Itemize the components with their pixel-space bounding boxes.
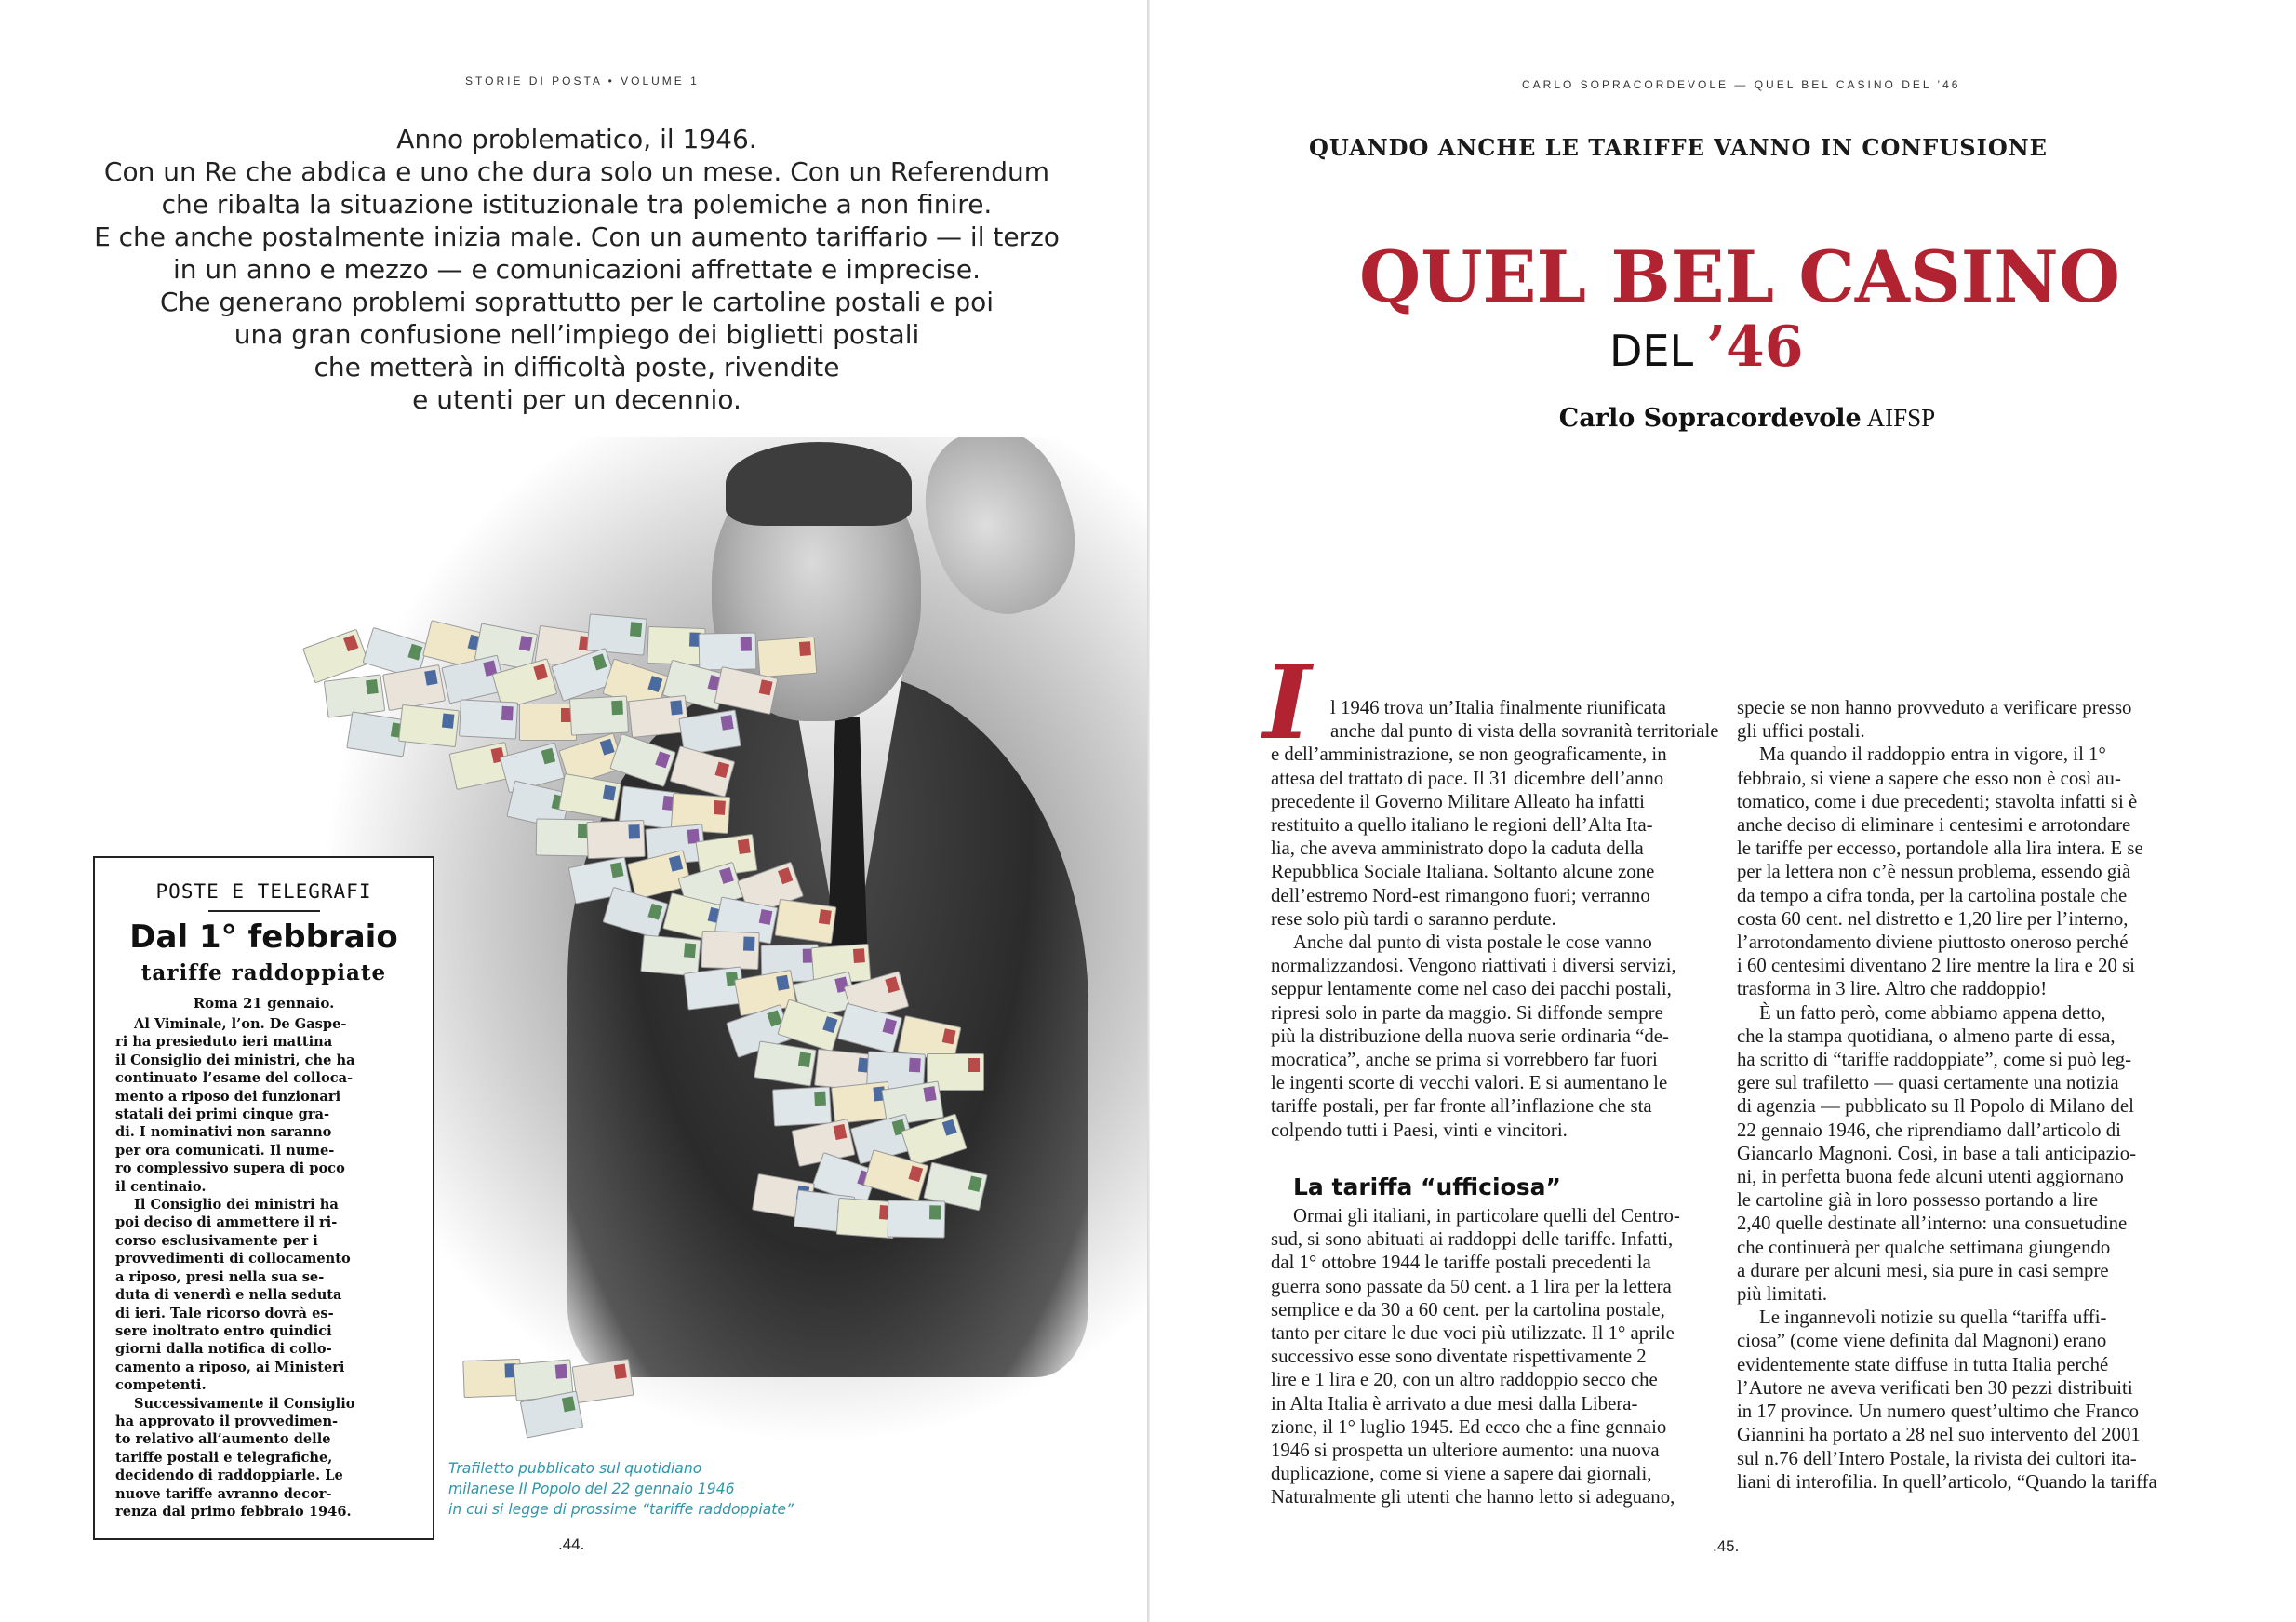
article-line: che continuerà per qualche settimana giungendo xyxy=(1737,1236,2111,1258)
stamp-mark xyxy=(647,676,662,692)
stamp-mark xyxy=(366,679,379,694)
stamp-mark xyxy=(720,715,733,731)
postcard-stamp xyxy=(888,1200,946,1238)
article-line: l’arrotondamento diviene piuttosto oneroso perché xyxy=(1737,932,2129,954)
clipping-line: giorni dalla notifica di collo- xyxy=(115,1341,332,1358)
clipping-rule xyxy=(208,910,320,912)
stamp-mark xyxy=(909,1058,921,1073)
clipping-line: poi deciso di ammettere il ri- xyxy=(115,1214,338,1231)
stamp-mark xyxy=(628,824,640,838)
article-kicker: QUANDO ANCHE LE TARIFFE VANNO IN CONFUSIONE xyxy=(1309,134,2048,161)
stamp-mark xyxy=(741,637,752,651)
stamp-mark xyxy=(799,641,811,656)
article-line: restituito a quello italiano le regioni dell’Alta Ita- xyxy=(1271,814,1653,837)
article-line: i 60 centesimi diventano 2 lire mentre la lira e 20 si xyxy=(1737,955,2135,977)
article-line: ripresi solo in parte da maggio. Si diffonde sempre xyxy=(1271,1001,1663,1024)
article-line: le cartoline già in loro possesso portando a lire xyxy=(1737,1189,2099,1212)
stamp-mark xyxy=(442,714,455,729)
postcard-stamp xyxy=(775,899,837,944)
stamp-mark xyxy=(738,839,751,855)
clipping-line: per ora comunicati. Il nume- xyxy=(115,1142,335,1159)
stamp-mark xyxy=(923,1086,936,1102)
clipping-line: continuato l’esame del colloca- xyxy=(115,1070,354,1087)
postcard-stamp xyxy=(558,773,621,820)
article-line: costa 60 cent. nel distretto e 1,20 lire per l’interno, xyxy=(1737,907,2129,930)
article-line: per la lettera non c’è nessun problema, essendo già xyxy=(1737,861,2131,883)
article-line: dell’estremo Nord-est rimangono fuori; verranno xyxy=(1271,884,1650,906)
article-line: Giancarlo Magnoni. Così, in base a tali anticipazio- xyxy=(1737,1142,2137,1164)
stamp-mark xyxy=(592,653,607,670)
clipping-line: di. I nominativi non saranno xyxy=(115,1124,332,1141)
clipping-line: tariffe postali e telegrafiche, xyxy=(115,1449,333,1466)
page-number-left: .44. xyxy=(558,1535,585,1553)
stamp-mark xyxy=(942,1028,956,1044)
clipping-line: competenti. xyxy=(115,1377,207,1394)
article-title: QUEL BEL CASINO xyxy=(1359,235,2120,318)
stamp-mark xyxy=(929,1205,941,1219)
article-line: colpendo tutti i Paesi, vinti e vincitori. xyxy=(1271,1119,1568,1141)
article-line: tariffe postali, per far fronte all’inflazione che sta xyxy=(1271,1095,1652,1118)
stamp-mark xyxy=(942,1119,957,1136)
stamp-mark xyxy=(600,739,615,756)
article-line: sud, si sono abituati ai raddoppi delle tariffe. Infatti, xyxy=(1271,1228,1674,1251)
caption-line: in cui si legge di prossime “tariffe raddoppiate” xyxy=(448,1501,794,1518)
article-line: evidentemente state diffuse in tutta Italia perché xyxy=(1737,1353,2109,1375)
intro-line: Con un Re che abdica e uno che dura solo un mese. Con un Referendum xyxy=(103,156,1050,187)
article-line: e dell’amministrazione, se non geograficamente, in xyxy=(1271,744,1667,766)
clipping-line: duta di venerdì e nella seduta xyxy=(115,1287,342,1304)
intro-paragraph xyxy=(74,123,1079,416)
stamp-mark xyxy=(819,909,832,925)
article-line: gli uffici postali. xyxy=(1737,720,1865,743)
clipping-line: il Consiglio dei ministri, che ha xyxy=(115,1052,355,1068)
article-line: precedente il Governo Militare Alleato ha infatti xyxy=(1271,790,1645,812)
article-line: anche deciso di eliminare i centesimi e arrotondare xyxy=(1737,814,2131,837)
stamp-mark xyxy=(614,1364,627,1380)
article-line: duplicazione, come si viene a sapere dai giornali, xyxy=(1271,1463,1652,1485)
stamp-mark xyxy=(655,751,670,768)
article-line: ciosa” (come viene definita dal Magnoni) erano xyxy=(1737,1330,2107,1352)
stamp-mark xyxy=(883,1018,897,1035)
article-line: l’Autore ne aveva verificati ben 30 pezzi distribuiti xyxy=(1737,1376,2133,1399)
article-line: specie se non hanno provveduto a verificare presso xyxy=(1737,697,2132,718)
stamp-mark xyxy=(424,670,437,686)
postcard-stamp xyxy=(398,704,460,747)
article-line: che la stampa quotidiana, o almeno parte di essa, xyxy=(1737,1025,2116,1047)
stamp-mark xyxy=(684,943,696,958)
postcard-stamp xyxy=(536,818,594,856)
stamp-mark xyxy=(759,909,773,925)
clipping-section-label: POSTE E TELEGRAFI xyxy=(155,880,372,903)
clipping-line: Al Viminale, l’on. De Gaspe- xyxy=(134,1016,347,1032)
stamp-mark xyxy=(968,1058,980,1072)
article-line: attesa del trattato di pace. Il 31 dicembre dell’anno xyxy=(1271,767,1664,789)
article-line: Ma quando il raddoppio entra in vigore, il 1° xyxy=(1759,744,2106,766)
stamp-mark xyxy=(834,1124,848,1140)
article-line: più la distribuzione della nuova serie ordinaria “de- xyxy=(1271,1025,1669,1047)
postcard-stamp xyxy=(519,704,577,741)
article-line: 22 gennaio 1946, che riprendiamo dall’articolo di xyxy=(1737,1119,2121,1141)
stamp-mark xyxy=(541,748,555,765)
article-column-left xyxy=(1271,696,1719,1142)
article-line: 2,40 quelle destinate all’interno: una consuetudine xyxy=(1737,1213,2128,1235)
article-line: tanto per citare le due voci più utilizzate. Il 1° aprile xyxy=(1271,1322,1675,1345)
stamp-mark xyxy=(501,706,514,721)
clipping-subheadline: tariffe raddoppiate xyxy=(140,960,387,985)
article-line: dal 1° ottobre 1944 le tariffe postali precedenti la xyxy=(1271,1252,1651,1274)
stamp-mark xyxy=(611,701,623,716)
stamp-mark xyxy=(759,679,773,695)
postcard-stamp xyxy=(586,820,645,859)
stamp-mark xyxy=(630,622,642,637)
article-line: gere sul trafiletto — quasi certamente una notizia xyxy=(1737,1072,2119,1094)
page-number-right: .45. xyxy=(1713,1537,1740,1555)
clipping-line: corso esclusivamente per i xyxy=(115,1232,318,1249)
stamp-mark xyxy=(714,800,726,815)
article-column-right xyxy=(1737,696,2182,1494)
clipping-line: to relativo all’aumento delle xyxy=(115,1431,331,1448)
stamp-mark xyxy=(719,867,734,884)
stamp-mark xyxy=(885,976,900,993)
clipping-line: camento a riposo, ai Ministeri xyxy=(115,1359,345,1375)
left-page xyxy=(0,0,1147,1622)
postcard-stamp xyxy=(772,1086,832,1126)
stamp-mark xyxy=(610,862,624,878)
author-affiliation: AIFSP xyxy=(1866,404,1936,432)
article-line: guerra sono passate da 50 cent. a 1 lira per la lettera xyxy=(1271,1275,1672,1297)
clipping-line: Successivamente il Consiglio xyxy=(134,1395,355,1412)
article-line: a durare per alcuni mesi, sia pure in casi sempre xyxy=(1737,1259,2109,1281)
clipping-line: provvedimenti di collocamento xyxy=(115,1251,351,1267)
intro-line: Anno problematico, il 1946. xyxy=(396,124,757,154)
intro-line: che ribalta la situazione istituzionale tra polemiche a non finire. xyxy=(161,189,993,220)
clipping-line: mento a riposo dei funzionari xyxy=(115,1088,341,1105)
byline xyxy=(1515,404,1980,433)
intro-line: una gran confusione nell’impiego dei biglietti postali xyxy=(234,319,920,350)
clipping-line: decidendo di raddoppiarle. Le xyxy=(115,1468,343,1484)
article-line: ha scritto di “tariffe raddoppiate”, come si può leg- xyxy=(1737,1049,2132,1071)
postcard-stamp xyxy=(640,934,701,976)
article-line: più limitati. xyxy=(1737,1283,1828,1306)
photo-caption xyxy=(448,1458,848,1520)
article-line: È un fatto però, come abbiamo appena detto, xyxy=(1759,1001,2106,1024)
postcard-stamp xyxy=(701,931,759,970)
article-line: Repubblica Sociale Italiana. Soltanto alcune zone xyxy=(1271,861,1655,883)
postcard-stamp xyxy=(302,629,369,684)
article-line: da tempo a cifra tonda, per la cartolina postale che xyxy=(1737,884,2128,906)
stamp-mark xyxy=(714,761,729,778)
clipping-line: ri ha presieduto ieri mattina xyxy=(115,1034,333,1051)
intro-line: Che generano problemi soprattutto per le cartoline postali e poi xyxy=(159,287,994,317)
article-title-line2 xyxy=(1609,315,1804,380)
stamp-mark xyxy=(343,635,358,651)
article-line: liani di interofilia. In quell’articolo, “Quando la tariffa xyxy=(1737,1470,2157,1493)
postcard-stamp xyxy=(569,695,629,735)
clipping-line: a riposo, presi nella sua se- xyxy=(115,1268,325,1285)
article-line: 1946 si prospetta un ulteriore aumento: una nuova xyxy=(1271,1440,1660,1462)
article-line: in 17 province. Un numero quest’ultimo che Franco xyxy=(1737,1401,2140,1423)
intro-line: e utenti per un decennio. xyxy=(412,384,741,415)
article-line: semplice e da 30 a 60 cent. per la cartolina postale, xyxy=(1271,1298,1665,1320)
article-line: le tariffe per eccesso, portandole alla lira intera. E se xyxy=(1737,838,2143,860)
intro-line: E che anche postalmente inizia male. Con un aumento tariffario — il terzo xyxy=(94,221,1060,252)
article-line: sul n.76 dell’Intero Postale, la rivista dei cultori ita- xyxy=(1737,1447,2137,1469)
stamp-mark xyxy=(968,1176,982,1192)
article-line: anche dal punto di vista della sovranità territoriale xyxy=(1330,720,1719,743)
postcard-stamp xyxy=(586,613,647,655)
article-line: in Alta Italia è arrivato a due mesi dalla Libera- xyxy=(1271,1392,1638,1414)
title-del: DEL xyxy=(1609,326,1694,376)
section-heading: La tariffa “ufficiosa” xyxy=(1293,1173,1561,1200)
article-line: lia, che aveva amministrato dopo la caduta della xyxy=(1271,838,1644,860)
article-line: normalizzandosi. Vengono riattivati i diversi servizi, xyxy=(1271,955,1676,977)
article-line: Anche dal punto di vista postale le cose vanno xyxy=(1293,932,1652,954)
clipping-line: il centinaio. xyxy=(115,1178,207,1195)
intro-line: in un anno e mezzo — e comunicazioni affrettate e imprecise. xyxy=(173,254,981,285)
article-line: febbraio, si viene a sapere che esso non è così au- xyxy=(1737,767,2121,789)
running-head-left: STORIE DI POSTA • VOLUME 1 xyxy=(465,74,700,87)
stamp-mark xyxy=(555,1364,567,1379)
clipping-line: renza dal primo febbraio 1946. xyxy=(115,1503,352,1520)
clipping-line: ro complessivo supera di poco xyxy=(115,1160,345,1177)
stamp-mark xyxy=(603,785,616,801)
postcard-stamp xyxy=(603,887,669,939)
article-line: successivo esse sono diventate rispettivamente 2 xyxy=(1271,1346,1647,1368)
article-line: Ormai gli italiani, in particolare quelli del Centro- xyxy=(1293,1205,1680,1227)
clipping-dateline: Roma 21 gennaio. xyxy=(193,995,335,1012)
article-line: mocratica”, anche se prima si vorrebbero far fuori xyxy=(1271,1049,1658,1071)
stamp-mark xyxy=(743,936,755,950)
stamp-mark xyxy=(669,855,683,871)
stamp-mark xyxy=(853,948,865,963)
stamp-mark xyxy=(647,904,662,920)
clipping-body xyxy=(115,1015,412,1521)
article-line: rese solo più tardi o saranno perdute. xyxy=(1271,907,1556,930)
intro-line: che metterà in difficoltà poste, rivendite xyxy=(314,352,840,382)
stamp-mark xyxy=(814,1092,826,1106)
stamp-mark xyxy=(533,664,548,680)
article-line: Naturalmente gli utenti che hanno letto si adeguano, xyxy=(1271,1486,1675,1508)
running-head-right: CARLO SOPRACORDEVOLE — QUEL BEL CASINO DEL ’46 xyxy=(1522,78,1961,91)
clipping-line: nuove tariffe avranno decor- xyxy=(115,1485,332,1502)
clipping-line: ha approvato il provvedimen- xyxy=(115,1413,339,1429)
clipping-headline: Dal 1° febbraio xyxy=(129,918,398,956)
postcard-stamp xyxy=(459,699,518,739)
author-name: Carlo Sopracordevole xyxy=(1558,404,1862,433)
stamp-mark xyxy=(822,1016,837,1033)
newspaper-clipping xyxy=(93,856,434,1540)
clipping-line: Il Consiglio dei ministri ha xyxy=(134,1197,339,1213)
article-line: seppur lentamente come nel caso dei pacchi postali, xyxy=(1271,978,1672,1000)
stamp-mark xyxy=(562,1396,576,1412)
postcard-stamp xyxy=(670,745,736,798)
drop-cap: I xyxy=(1263,642,1312,762)
postcard-stamp xyxy=(609,733,676,787)
caption-line: Trafiletto pubblicato sul quotidiano xyxy=(448,1460,702,1477)
article-line: di agenzia — pubblicato su Il Popolo di Milano del xyxy=(1737,1095,2134,1118)
stamp-mark xyxy=(778,867,793,884)
article-column-left-continued xyxy=(1271,1204,1710,1509)
article-line: zione, il 1° luglio 1945. Ed ecco che a fine gennaio xyxy=(1271,1415,1667,1438)
postcard-stamp xyxy=(699,632,757,670)
title-year: ’46 xyxy=(1706,315,1804,380)
stamp-mark xyxy=(798,1052,811,1067)
stamp-mark xyxy=(908,1165,923,1182)
article-line: lire e 1 lira e 20, con un altro raddoppio secco che xyxy=(1271,1369,1658,1391)
clipping-line: sere inoltrato entro quindici xyxy=(115,1322,332,1339)
article-line: trasforma in 3 lire. Altro che raddoppio! xyxy=(1737,978,2048,1000)
article-line: Giannini ha portato a 28 nel suo intervento del 2001 xyxy=(1737,1424,2141,1446)
stamp-mark xyxy=(776,975,789,991)
stamp-mark xyxy=(519,636,533,651)
postcard-stamp xyxy=(572,1359,634,1403)
article-line: ni, in perfetta buona fede alcuni utenti aggiornano xyxy=(1737,1166,2124,1188)
article-line: le ingenti scorte di vecchi valori. E si aumentano le xyxy=(1271,1072,1668,1094)
article-line: l 1946 trova un’Italia finalmente riunificata xyxy=(1330,697,1666,718)
clipping-line: statali dei primi cinque gra- xyxy=(115,1106,330,1123)
stamp-mark xyxy=(407,644,422,661)
postcard-stamp xyxy=(647,626,705,665)
postcard-stamp xyxy=(757,637,818,677)
caption-line: milanese Il Popolo del 22 gennaio 1946 xyxy=(448,1481,735,1497)
stamp-mark xyxy=(670,700,683,715)
article-line: tomatico, come i due precedenti; stavolta infatti si è xyxy=(1737,790,2138,812)
article-line: Le ingannevoli notizie su quella “tariffa uffi- xyxy=(1759,1307,2107,1329)
postcard-stamp xyxy=(754,1040,816,1086)
clipping-line: di ieri. Tale ricorso dovrà es- xyxy=(115,1305,334,1321)
